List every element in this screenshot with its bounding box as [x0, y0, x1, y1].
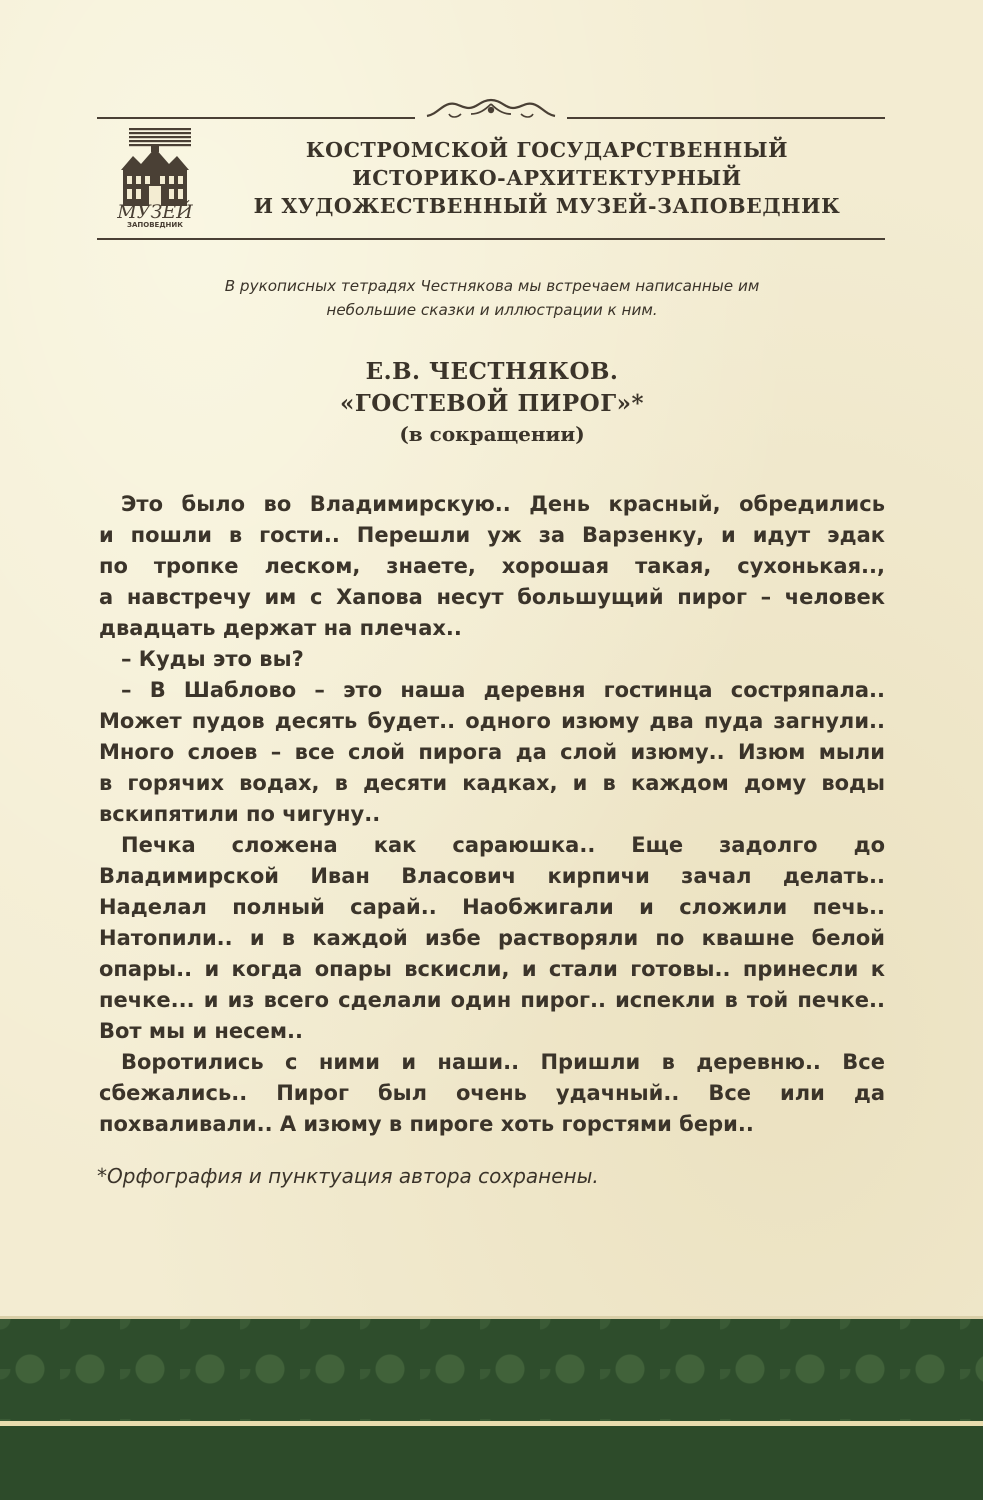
story-line: а навстречу им с Хапова несут большущий пирог – человек: [99, 585, 885, 609]
story-note: (в сокращении): [399, 422, 585, 446]
story-line: и пошли в гости.. Перешли уж за Варзенку, и идут эдак: [99, 523, 885, 547]
story-line: Наделал полный сарай.. Наобжигали и сложили печь..: [99, 895, 885, 919]
footer-ornament-band: [0, 1319, 983, 1421]
museum-header: [97, 96, 885, 246]
story-title: [97, 356, 887, 448]
story-line: – Куды это вы?: [121, 647, 304, 671]
story-line: двадцать держат на плечах..: [99, 616, 462, 640]
intro-line: В рукописных тетрадях Честнякова мы встречаем написанные им: [224, 277, 760, 295]
footer-dark-band: [0, 1426, 983, 1500]
story-line: по тропке леском, знаете, хорошая такая, сухонькая..,: [99, 554, 885, 578]
story-line: Натопили.. и в каждой избе растворяли по квашне белой: [99, 926, 885, 950]
story-line: печке... и из всего сделали один пирог.. испекли в той печке..: [99, 988, 885, 1012]
story-line: Вот мы и несем..: [99, 1019, 303, 1043]
footnote: *Орфография и пунктуация автора сохранены.: [97, 1164, 599, 1188]
museum-name: [217, 136, 877, 220]
story-line: сбежались.. Пирог был очень удачный.. Все или да: [99, 1081, 885, 1105]
story-body: [99, 489, 885, 1140]
story-line: – В Шаблово – это наша деревня гостинца состряпала..: [121, 678, 885, 702]
story-line: Воротились с ними и наши.. Пришли в деревню.. Все: [121, 1050, 885, 1074]
header-rule-right: [567, 117, 885, 119]
intro-line: небольшие сказки и иллюстрации к ним.: [326, 301, 658, 319]
svg-text:ЗАПОВЕДНИК: ЗАПОВЕДНИК: [127, 221, 183, 229]
header-rule-left: [97, 117, 415, 119]
story-line: вскипятили по чигуну..: [99, 802, 381, 826]
museum-name-line: И ХУДОЖЕСТВЕННЫЙ МУЗЕЙ-ЗАПОВЕДНИК: [253, 194, 841, 218]
story-line: похваливали.. А изюму в пироге хоть горстями бери..: [99, 1112, 754, 1136]
story-author: Е.В. ЧЕСТНЯКОВ.: [365, 358, 619, 385]
museum-name-line: ИСТОРИКО-АРХИТЕКТУРНЫЙ: [352, 166, 742, 190]
story-name: «ГОСТЕВОЙ ПИРОГ»*: [339, 390, 645, 417]
story-line: Это было во Владимирскую.. День красный, обредились: [121, 492, 885, 516]
story-line: опары.. и когда опары вскисли, и стали готовы.. принесли к: [99, 957, 885, 981]
story-line: Печка сложена как сараюшка.. Еще задолго до: [121, 833, 885, 857]
story-line: в горячих водах, в десяти кадках, и в каждом дому воды: [99, 771, 885, 795]
story-line: Много слоев – все слой пирога да слой изюму.. Изюм мыли: [99, 740, 885, 764]
museum-name-line: КОСТРОМСКОЙ ГОСУДАРСТВЕННЫЙ: [305, 138, 789, 162]
story-line: Может пудов десять будет.. одного изюму два пуда загнули..: [99, 709, 885, 733]
scroll-ornament-icon: [421, 96, 561, 122]
intro-text: [97, 274, 887, 322]
museum-building-logo: [107, 126, 203, 230]
svg-text:МУЗЕЙ: МУЗЕЙ: [117, 201, 193, 223]
header-rule-bottom: [97, 238, 885, 240]
story-line: Владимирской Иван Власович кирпичи зачал делать..: [99, 864, 885, 888]
